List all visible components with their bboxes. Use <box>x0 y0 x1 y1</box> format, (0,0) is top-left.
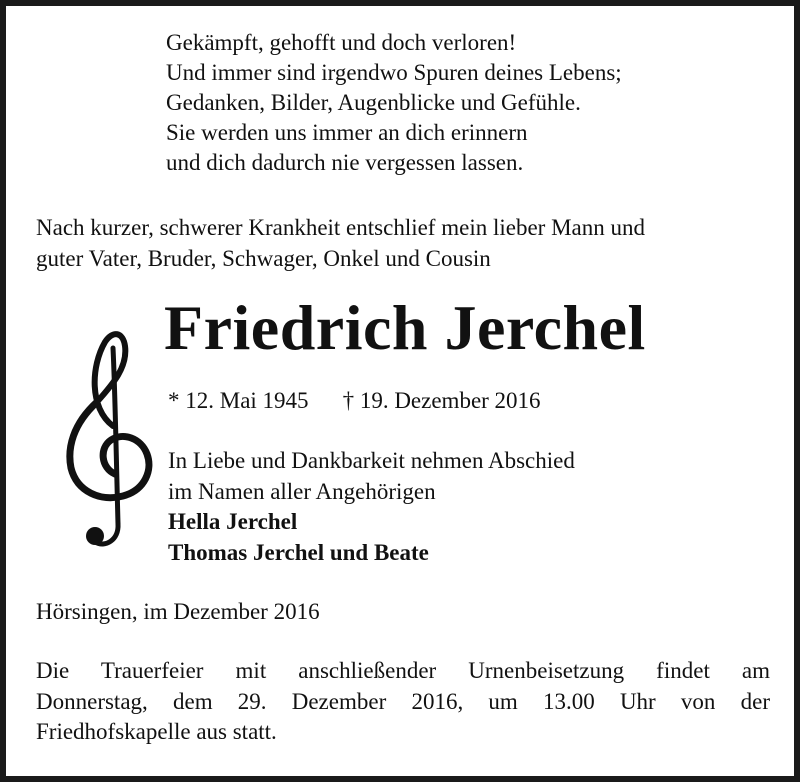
poem-line: Und immer sind irgendwo Spuren deines Lebens; <box>166 60 622 85</box>
death-date: † 19. Dezember 2016 <box>342 388 541 413</box>
memorial-poem <box>166 28 622 178</box>
poem-line: Gedanken, Bilder, Augenblicke und Gefühle. <box>166 90 581 115</box>
mourner-name: Hella Jerchel <box>168 509 298 534</box>
announcement-text <box>36 212 766 274</box>
farewell-line: In Liebe und Dankbarkeit nehmen Abschied <box>168 448 575 473</box>
farewell-block <box>168 446 575 568</box>
funeral-info <box>36 656 770 748</box>
funeral-line: Friedhofskapelle aus statt. <box>36 719 277 744</box>
treble-clef-icon <box>61 328 161 554</box>
mourner-name: Thomas Jerchel und Beate <box>168 539 429 565</box>
announcement-line: guter Vater, Bruder, Schwager, Onkel und Cousin <box>36 246 491 271</box>
funeral-line: Donnerstag, dem 29. Dezember 2016, um 13.00 Uhr von der <box>36 688 770 714</box>
birth-date: * 12. Mai 1945 <box>168 388 309 413</box>
poem-line: und dich dadurch nie vergessen lassen. <box>166 150 524 175</box>
poem-line: Gekämpft, gehofft und doch verloren! <box>166 30 517 55</box>
announcement-line: Nach kurzer, schwerer Krankheit entschlief mein lieber Mann und <box>36 215 645 240</box>
farewell-line: im Namen aller Angehörigen <box>168 478 436 504</box>
life-dates <box>168 386 541 416</box>
deceased-name: Friedrich Jerchel <box>164 292 646 363</box>
place-and-date: Hörsingen, im Dezember 2016 <box>36 599 320 624</box>
poem-line: Sie werden uns immer an dich erinnern <box>166 120 528 145</box>
funeral-line: Die Trauerfeier mit anschließender Urnenbeisetzung findet am <box>36 658 770 683</box>
